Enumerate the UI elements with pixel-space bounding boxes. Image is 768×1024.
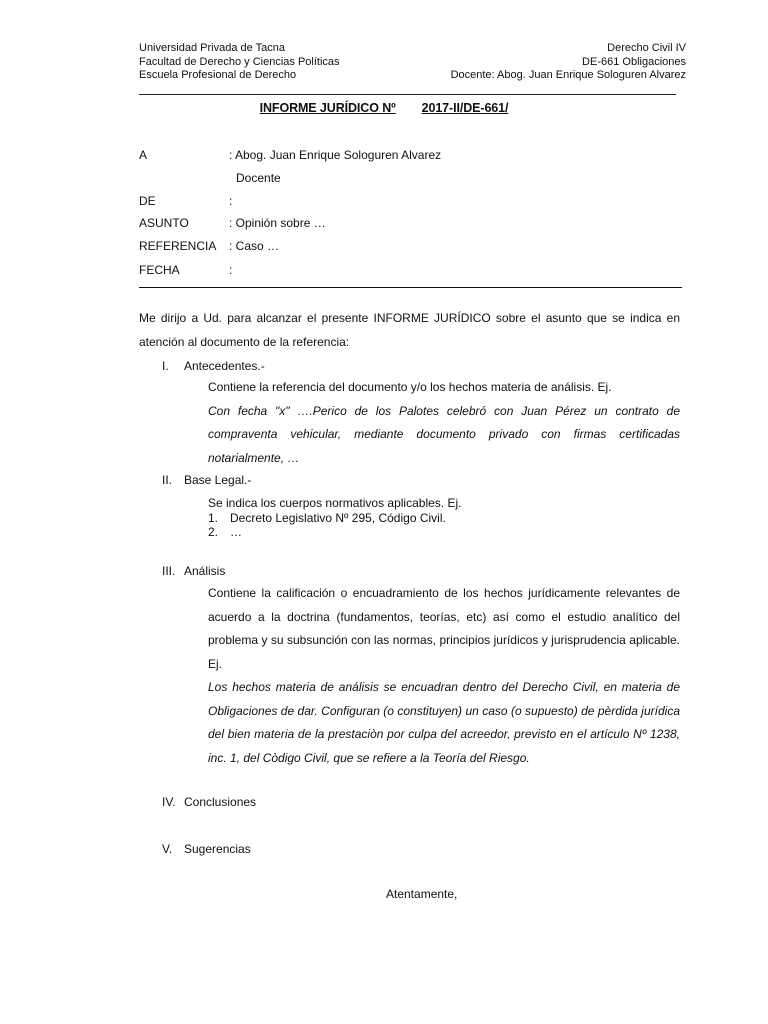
section-text: Contiene la referencia del documento y/o los hechos materia de análisis. Ej.: [208, 380, 612, 394]
memo-date-value: :: [229, 263, 233, 277]
list-item: [208, 525, 461, 540]
list-item-number: 1.: [208, 510, 219, 525]
section-base-legal-body: [208, 496, 461, 540]
section-title: Base Legal.-: [184, 473, 252, 487]
section-example: Los hechos materia de análisis se encuadran dentro del Derecho Civil, en materia de Obligaciones de dar. Configuran (o constituyen) un caso (o supuesto) de pèrdida jurídica del bien materia de la prestaciòn por culpa del acreedor, previsto en el artículo Nº 1238, inc. 1, del Còdigo Civil, que se refiere a la Teoría del Riesgo.: [208, 680, 680, 765]
memo-to-label: A: [139, 148, 148, 162]
header-teacher: Docente: Abog. Juan Enrique Sologuren Alvarez: [450, 69, 686, 81]
report-title: [0, 101, 768, 115]
section-title: Conclusiones: [184, 795, 257, 809]
list-item-number: 2.: [208, 525, 219, 539]
memo-reference-label: REFERENCIA: [139, 239, 217, 253]
memo-to-value: : Abog. Juan Enrique Sologuren Alvarez: [229, 148, 442, 162]
report-title-prefix: INFORME JURÍDICO Nº: [259, 101, 396, 115]
header-course-code: DE-661 Obligaciones: [582, 55, 686, 68]
closing-salutation: Atentamente,: [386, 887, 458, 901]
header-divider: [139, 94, 676, 95]
memo-reference-value: : Caso …: [229, 239, 280, 253]
memo-subject-label: ASUNTO: [139, 216, 189, 230]
section-number: IV.: [162, 795, 176, 809]
section-title: Sugerencias: [184, 842, 251, 856]
header-course: [451, 42, 686, 83]
memo-from-value: :: [229, 194, 233, 208]
section-number: II.: [162, 473, 173, 487]
memo-date-label: FECHA: [139, 263, 180, 277]
section-title: Antecedentes.-: [184, 359, 265, 373]
intro-paragraph: Me dirijo a Ud. para alcanzar el presente INFORME JURÍDICO sobre el asunto que se indica en atención al documento de la referencia:: [139, 311, 680, 349]
header-faculty: Facultad de Derecho y Ciencias Políticas: [139, 55, 340, 68]
list-item-text: Decreto Legislativo Nº 295, Código Civil.: [230, 510, 446, 525]
header-university: Universidad Privada de Tacna: [139, 42, 285, 54]
memo-subject-value: : Opinión sobre …: [229, 216, 326, 230]
section-text: Se indica los cuerpos normativos aplicables. Ej.: [208, 496, 462, 510]
section-title: Análisis: [184, 564, 226, 578]
report-title-code: 2017-II/DE-661/: [421, 101, 509, 115]
header-course-name: Derecho Civil IV: [607, 42, 686, 54]
list-item-text: …: [230, 525, 242, 539]
section-antecedentes-body: [208, 376, 680, 470]
section-analisis-body: [208, 582, 680, 770]
header-institution: [139, 42, 340, 83]
section-number: V.: [162, 842, 173, 856]
section-number: III.: [162, 564, 176, 578]
list-item: [208, 511, 461, 526]
memo-divider: [139, 287, 682, 288]
section-number: I.: [162, 359, 169, 373]
memo-to-role: Docente: [236, 171, 281, 185]
header-school: Escuela Profesional de Derecho: [139, 69, 297, 81]
memo-from-label: DE: [139, 194, 156, 208]
section-text: Contiene la calificación o encuadramiento de los hechos jurídicamente relevantes de acuerdo a la doctrina (fundamentos, teorías, etc) así como el estudio analítico del problema y su subsunción con las normas, principios jurídicos y jurisprudencia aplicable. Ej.: [208, 586, 680, 671]
section-example: Con fecha "x" ….Perico de los Palotes celebró con Juan Pérez un contrato de compraventa vehicular, mediante documento privado con firmas certificadas notarialmente, …: [208, 403, 680, 465]
